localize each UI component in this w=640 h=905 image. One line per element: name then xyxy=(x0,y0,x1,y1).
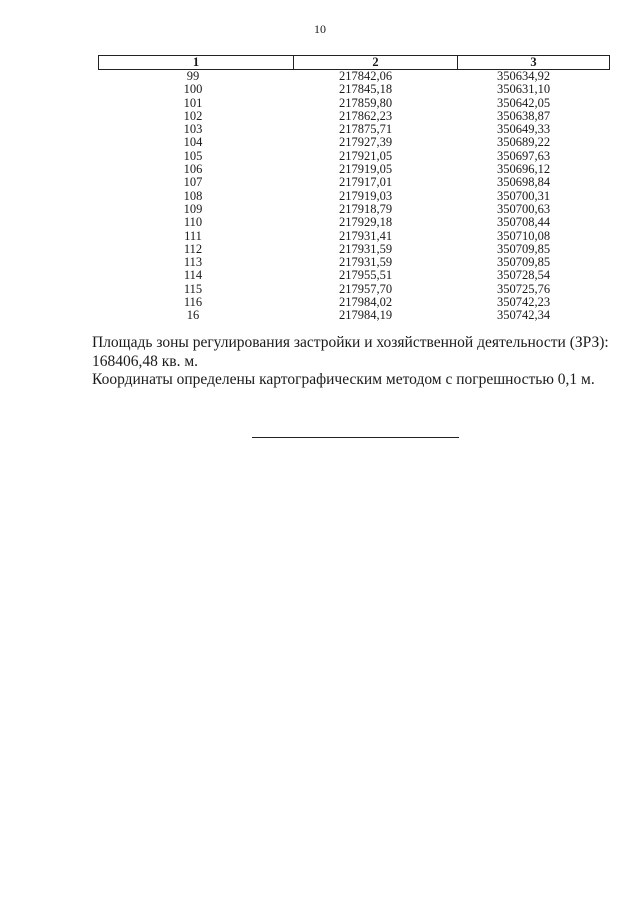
table-row xyxy=(99,243,610,256)
signature-line xyxy=(252,437,459,438)
cell-point-number: 103 xyxy=(183,122,203,137)
table-row xyxy=(99,163,610,176)
cell-y: 350642,05 xyxy=(496,95,551,110)
cell-y: 350700,31 xyxy=(496,188,551,203)
table-row xyxy=(99,97,610,110)
cell-y: 350709,85 xyxy=(496,255,551,270)
cell-x: 217875,71 xyxy=(338,122,393,137)
table-row xyxy=(99,230,610,243)
cell-x: 217931,59 xyxy=(338,255,393,270)
cell-y: 350700,63 xyxy=(496,201,551,216)
table-header-row xyxy=(99,56,610,70)
cell-point-number: 113 xyxy=(183,255,203,270)
table-row xyxy=(99,150,610,163)
cell-x: 217984,02 xyxy=(338,295,393,310)
table-row xyxy=(99,309,610,322)
cell-x: 217919,05 xyxy=(338,162,393,177)
table-row xyxy=(99,176,610,189)
cell-point-number: 106 xyxy=(183,162,203,177)
table-header xyxy=(99,56,610,70)
cell-y: 350728,54 xyxy=(496,268,551,283)
cell-x: 217984,19 xyxy=(338,308,393,323)
area-line-2: 168406,48 кв. м. xyxy=(92,352,199,370)
cell-y: 350742,23 xyxy=(496,295,551,310)
cell-point-number: 114 xyxy=(183,268,203,283)
accuracy-note: Координаты определены картографическим методом с погрешностью 0,1 м. xyxy=(92,371,595,388)
cell-y: 350725,76 xyxy=(496,281,551,296)
cell-y: 350649,33 xyxy=(496,122,551,137)
cell-x: 217918,79 xyxy=(338,201,393,216)
cell-point-number: 100 xyxy=(183,82,203,97)
table-row xyxy=(99,269,610,282)
cell-x: 217921,05 xyxy=(338,148,393,163)
table-row xyxy=(99,110,610,123)
cell-y: 350634,92 xyxy=(496,69,551,83)
cell-x: 217955,51 xyxy=(338,268,393,283)
cell-point-number: 105 xyxy=(183,148,203,163)
cell-x: 217927,39 xyxy=(338,135,393,150)
cell-x: 217842,06 xyxy=(338,69,393,83)
column-header-point-number: 1 xyxy=(99,56,294,70)
cell-y: 350631,10 xyxy=(496,82,551,97)
cell-y: 350698,84 xyxy=(496,175,551,190)
column-header-x: 2 xyxy=(294,56,458,70)
cell-point-number: 108 xyxy=(183,188,203,203)
cell-point-number: 102 xyxy=(183,108,203,123)
cell-y: 350638,87 xyxy=(496,108,551,123)
cell-x: 217929,18 xyxy=(338,215,393,230)
cell-point-number: 101 xyxy=(183,95,203,110)
cell-point-number: 109 xyxy=(183,201,203,216)
cell-x: 217845,18 xyxy=(338,82,393,97)
cell-x: 217917,01 xyxy=(338,175,393,190)
cell-point-number: 99 xyxy=(186,69,200,83)
cell-y: 350689,22 xyxy=(496,135,551,150)
table-row xyxy=(99,216,610,229)
cell-y: 350709,85 xyxy=(496,241,551,256)
cell-point-number: 115 xyxy=(183,281,203,296)
table-row xyxy=(99,123,610,136)
cell-point-number: 16 xyxy=(186,308,200,323)
table-row xyxy=(99,256,610,269)
cell-point-number: 110 xyxy=(183,215,203,230)
table-row xyxy=(99,203,610,216)
cell-y: 350710,08 xyxy=(496,228,551,243)
cell-y: 350697,63 xyxy=(496,148,551,163)
cell-point-number: 104 xyxy=(183,135,203,150)
page-number: 10 xyxy=(314,22,326,36)
table-row xyxy=(99,296,610,309)
cell-y: 350696,12 xyxy=(496,162,551,177)
cell-y: 350708,44 xyxy=(496,215,551,230)
cell-point-number: 112 xyxy=(183,241,203,256)
table-row xyxy=(99,283,610,296)
table-body xyxy=(99,70,610,323)
coordinates-table xyxy=(98,55,610,323)
table-row xyxy=(99,190,610,203)
cell-point-number: 116 xyxy=(183,295,203,310)
cell-x: 217931,41 xyxy=(338,228,393,243)
cell-x: 217859,80 xyxy=(338,95,393,110)
cell-x: 217957,70 xyxy=(338,281,393,296)
table-row xyxy=(99,70,610,84)
cell-y: 350742,34 xyxy=(496,308,551,323)
summary-text xyxy=(92,334,612,390)
table-row xyxy=(99,83,610,96)
cell-point-number: 107 xyxy=(183,175,203,190)
table-row xyxy=(99,136,610,149)
cell-x: 217862,23 xyxy=(338,108,393,123)
cell-x: 217931,59 xyxy=(338,241,393,256)
column-header-y: 3 xyxy=(458,56,610,70)
cell-x: 217919,03 xyxy=(338,188,393,203)
area-line-1: Площадь зоны регулирования застройки и хозяйственной деятельности (ЗРЗ): xyxy=(92,334,609,351)
cell-point-number: 111 xyxy=(184,228,202,243)
